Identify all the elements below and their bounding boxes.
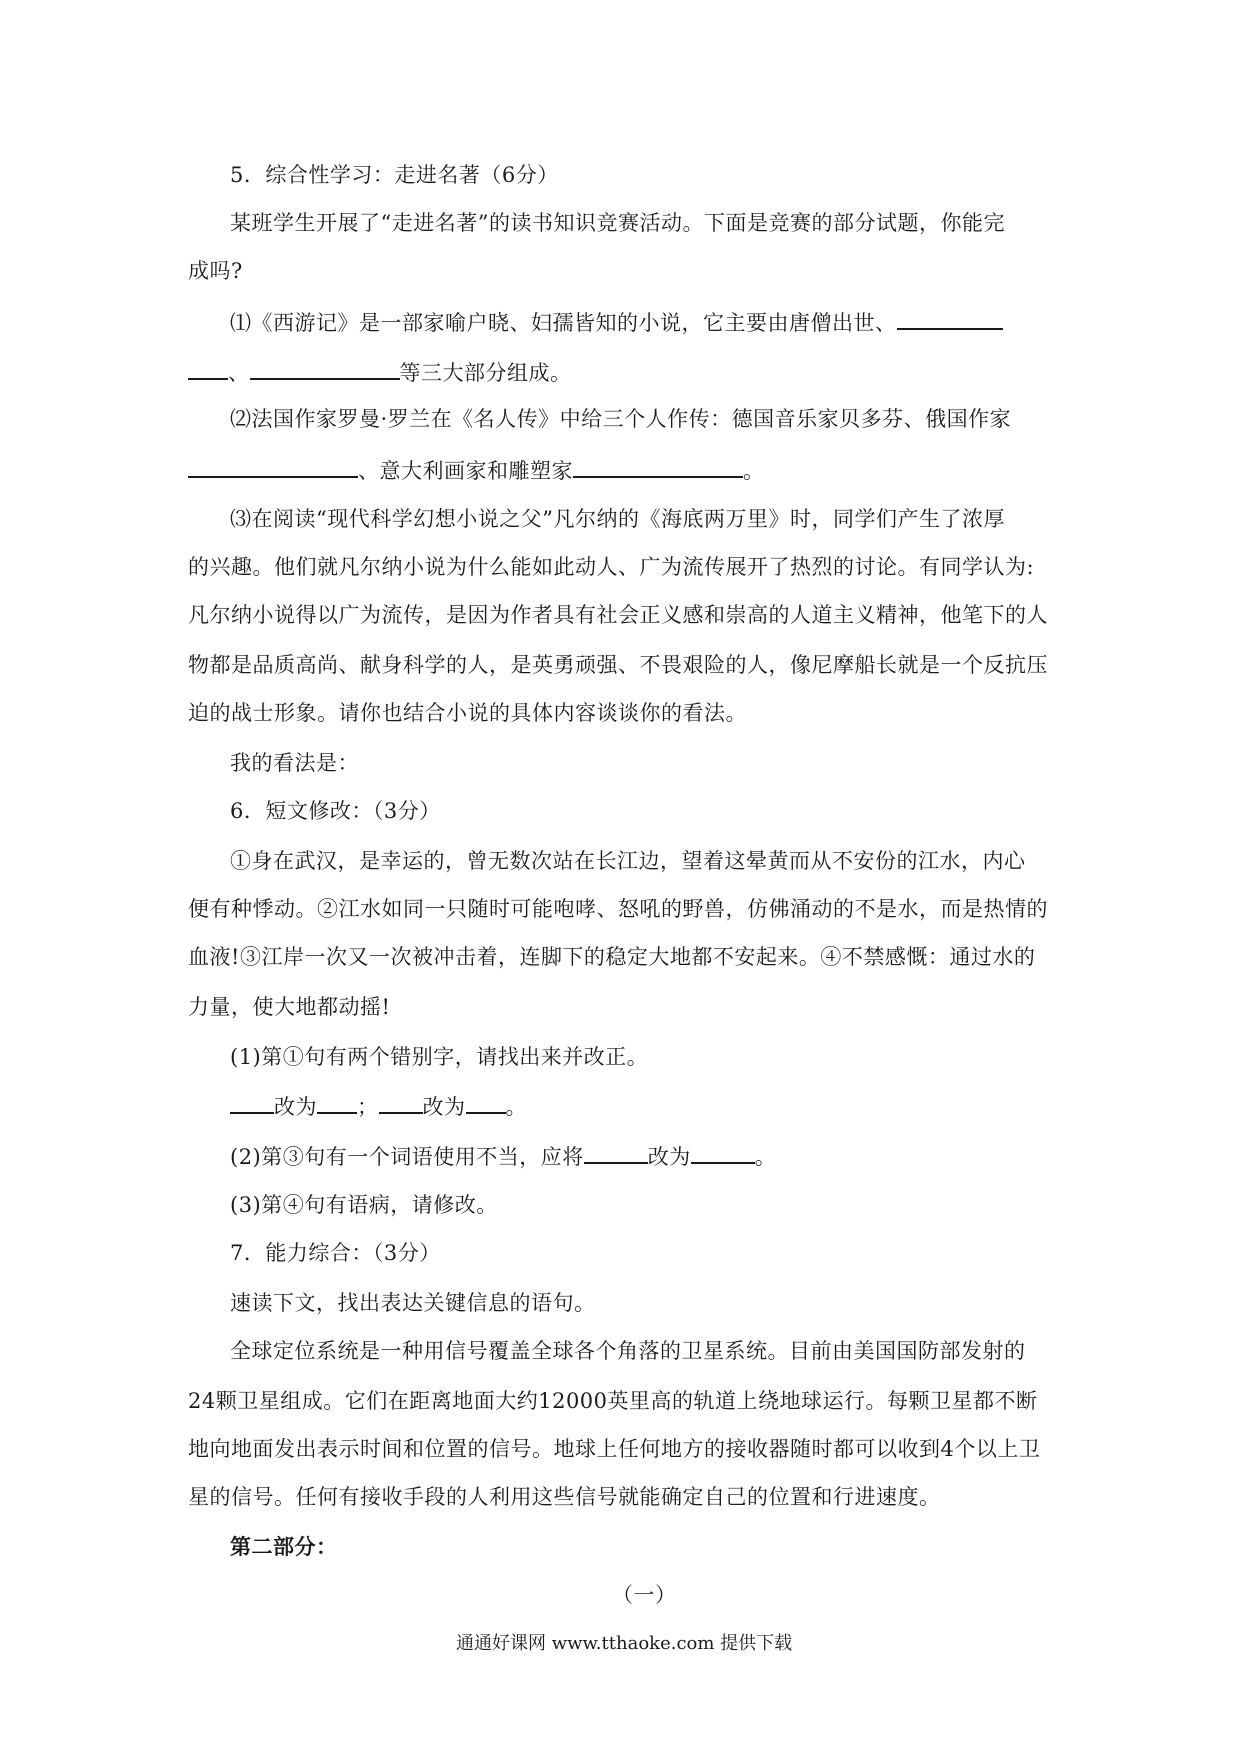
q5-title: 5．综合性学习：走进名著（6分）	[230, 163, 559, 187]
q6-sub1-label-a: 改为	[274, 1095, 317, 1119]
q5-part1-blank-2[interactable]	[250, 356, 400, 380]
q5-intro-line-1: 某班学生开展了“走进名著”的读书知识竞赛活动。下面是竞赛的部分试题，你能完	[230, 211, 1005, 235]
q5-part3-line-5: 迫的战士形象。请你也结合小说的具体内容谈谈你的看法。	[188, 701, 747, 725]
q6-sub1-blank-4[interactable]	[466, 1090, 506, 1114]
q6-sub1-label-b: ；	[357, 1095, 379, 1119]
q5-part2-line-1: ⑵法国作家罗曼·罗兰在《名人传》中给三个人作传：德国音乐家贝多芬、俄国作家	[230, 407, 1012, 431]
q7-text-line-2: 24颗卫星组成。它们在距离地面大约12000英里高的轨道上绕地球运行。每颗卫星都不断	[188, 1389, 1038, 1413]
q5-part1-separator: 、	[228, 361, 250, 385]
q6-sub1-blank-3[interactable]	[379, 1090, 423, 1114]
q5-part2-blank-1[interactable]	[188, 454, 358, 478]
q6-sub2-text-b: 改为	[647, 1145, 691, 1169]
q6-sub2-text-a: (2)第③句有一个词语使用不当，应将	[230, 1145, 584, 1169]
q5-part3-line-1: ⑶在阅读“现代科学幻想小说之父”凡尔纳的《海底两万里》时，同学们产生了浓厚	[230, 507, 1005, 531]
q6-text-line-3: 血液!③江岸一次又一次被冲击着，连脚下的稳定大地都不安起来。④不禁感慨：通过水的	[188, 945, 1036, 969]
q6-sub1-label-d: 。	[505, 1095, 527, 1119]
q6-sub1-label-c: 改为	[422, 1095, 466, 1119]
q6-text-line-4: 力量，使大地都动摇!	[188, 995, 391, 1019]
q6-sub1-blank-2[interactable]	[317, 1090, 357, 1114]
q5-part1-blank-1-cont[interactable]	[188, 356, 228, 380]
q5-part3-line-4: 物都是品质高尚、献身科学的人，是英勇顽强、不畏艰险的人，像尼摩船长就是一个反抗压	[188, 653, 1048, 677]
q6-title: 6．短文修改：（3分）	[230, 799, 441, 823]
q6-sub1: (1)第①句有两个错别字，请找出来并改正。	[230, 1045, 649, 1069]
q5-part2-end: 。	[743, 459, 765, 483]
q6-text-line-2: 便有种悸动。②江水如同一只随时可能咆哮、怒吼的野兽，仿佛涌动的不是水，而是热情的	[188, 897, 1048, 921]
q5-part1-line-2	[188, 356, 572, 388]
q5-part3-line-2: 的兴趣。他们就凡尔纳小说为什么能如此动人、广为流传展开了热烈的讨论。有同学认为:	[188, 555, 1035, 579]
q5-part1-blank-1[interactable]	[897, 306, 1003, 330]
q5-part1-text: ⑴《西游记》是一部家喻户晓、妇孺皆知的小说，它主要由唐僧出世、	[230, 311, 897, 335]
q6-text-line-1: ①身在武汉，是幸运的，曾无数次站在长江边，望着这晕黄而从不安份的江水，内心	[230, 849, 1026, 873]
page-footer: 通通好课网 www.tthaoke.com 提供下载	[456, 1633, 793, 1654]
q6-sub2-blank-1[interactable]	[584, 1140, 648, 1164]
q6-sub2	[230, 1140, 776, 1172]
q7-text-line-4: 星的信号。任何有接收手段的人利用这些信号就能确定自己的位置和行进速度。	[188, 1485, 941, 1509]
q5-part1-line-1	[230, 306, 1003, 338]
q6-sub3: (3)第④句有语病，请修改。	[230, 1193, 498, 1217]
q5-part1-end: 等三大部分组成。	[399, 361, 572, 385]
q6-sub2-blank-2[interactable]	[691, 1140, 755, 1164]
q7-text-line-3: 地向地面发出表示时间和位置的信号。地球上任何地方的接收器随时都可以收到4个以上卫	[188, 1437, 1041, 1461]
q6-sub1-blank-1[interactable]	[230, 1090, 274, 1114]
q7-instruction: 速读下文，找出表达关键信息的语句。	[230, 1291, 596, 1315]
q5-part2-line-2	[188, 454, 765, 486]
q5-part2-mid: 、意大利画家和雕塑家	[358, 459, 573, 483]
q5-my-view: 我的看法是：	[230, 751, 359, 775]
q5-intro-line-2: 成吗?	[188, 259, 243, 283]
q6-sub1-fill-line	[230, 1090, 527, 1122]
q5-part2-blank-2[interactable]	[573, 454, 743, 478]
q7-title: 7．能力综合：（3分）	[230, 1241, 441, 1265]
q7-text-line-1: 全球定位系统是一种用信号覆盖全球各个角落的卫星系统。目前由美国国防部发射的	[230, 1339, 1026, 1363]
part2-section-label: （一）	[612, 1583, 677, 1607]
q6-sub2-text-c: 。	[754, 1145, 777, 1169]
part2-title: 第二部分：	[230, 1534, 338, 1559]
q5-part3-line-3: 凡尔纳小说得以广为流传，是因为作者具有社会正义感和崇高的人道主义精神，他笔下的人	[188, 603, 1048, 627]
